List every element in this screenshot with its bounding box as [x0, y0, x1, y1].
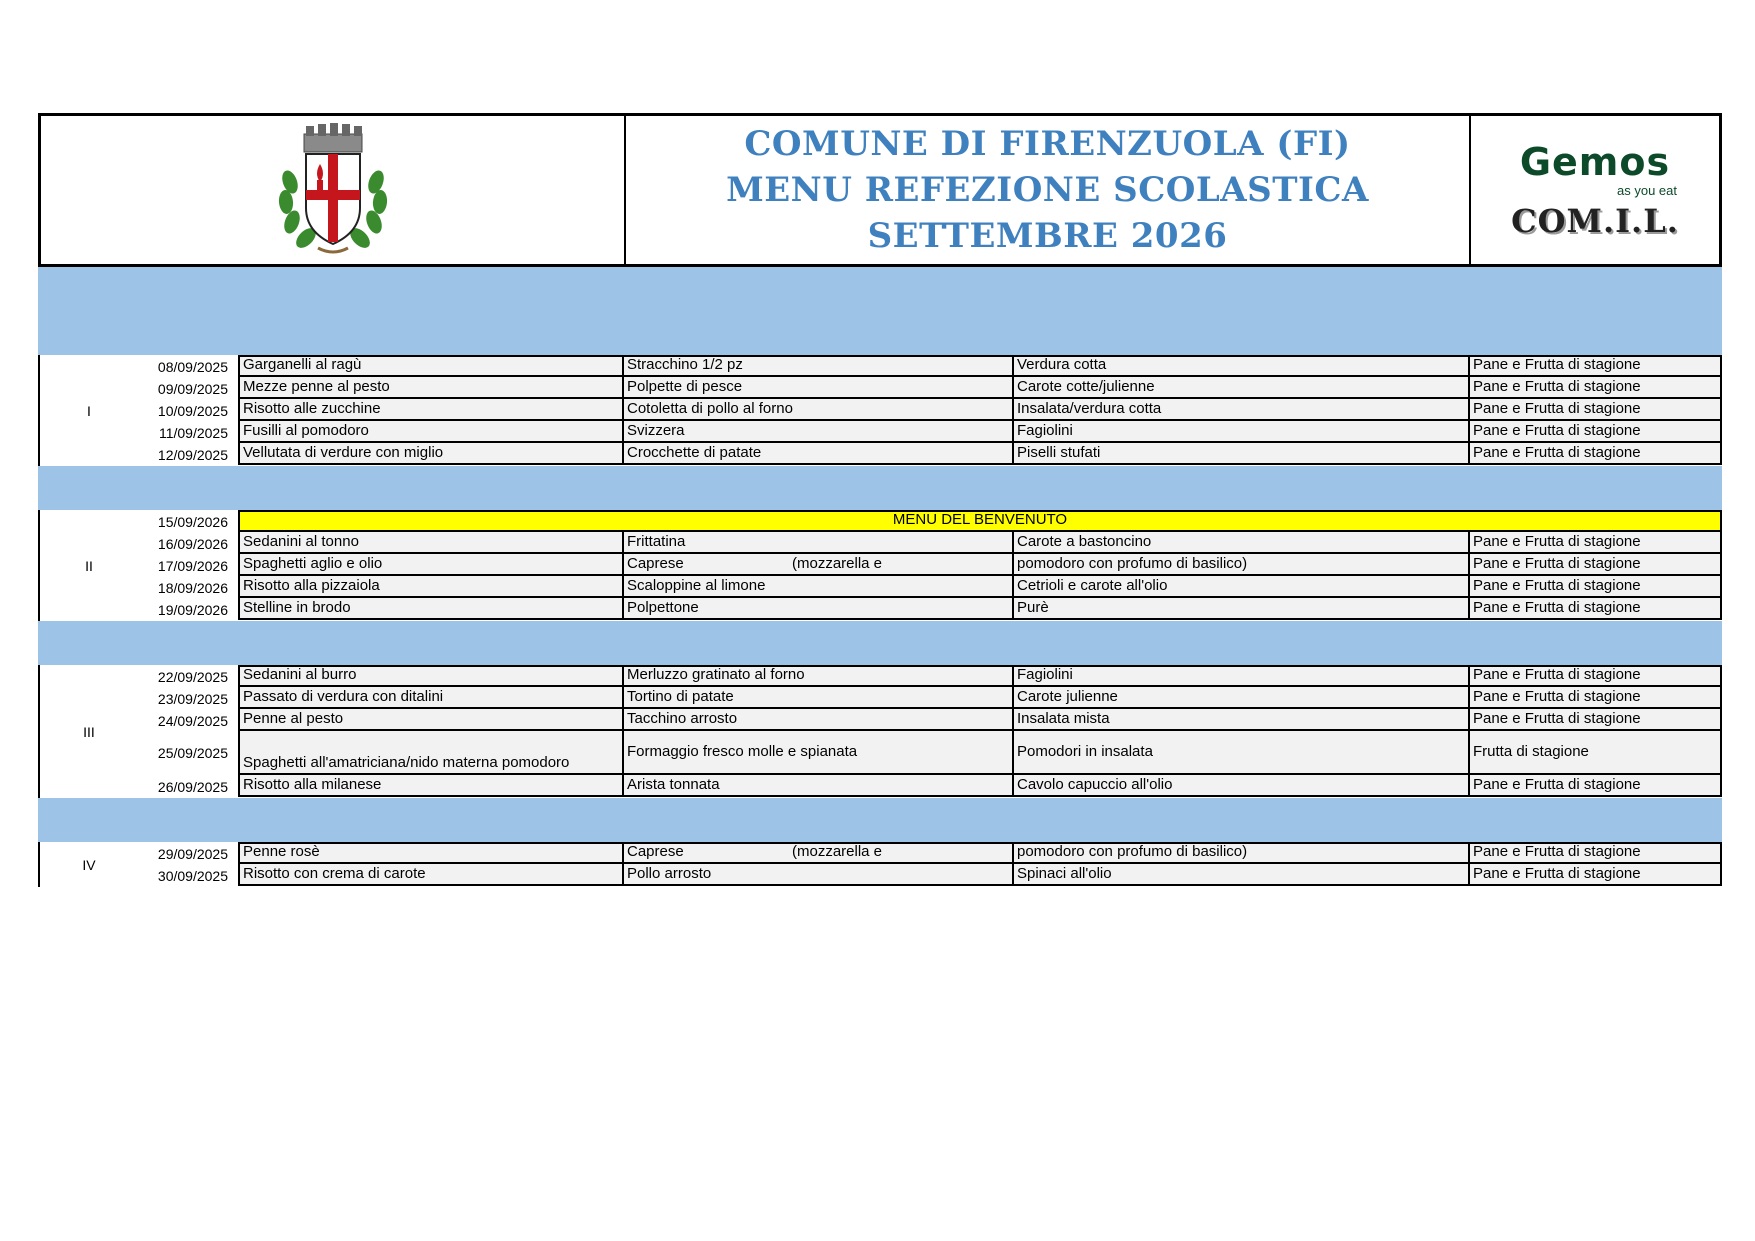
primo-cell: Vellutata di verdure con miglio	[238, 443, 624, 465]
table-row	[138, 665, 1722, 687]
blue-band-2	[38, 621, 1722, 665]
date-cell: 18/09/2026	[157, 580, 228, 596]
frutta-cell: Pane e Frutta di stagione	[1470, 532, 1722, 554]
gemos-logo: Gemos	[1519, 139, 1671, 184]
frutta-cell: Pane e Frutta di stagione	[1470, 576, 1722, 598]
secondo-cell: Svizzera	[624, 421, 1014, 443]
secondo-cell: Arista tonnata	[624, 775, 1014, 797]
date-cell: 12/09/2025	[157, 447, 228, 463]
menu-header	[38, 113, 1722, 267]
table-row	[138, 775, 1722, 797]
week-label: II	[38, 510, 138, 621]
frutta-cell: Pane e Frutta di stagione	[1470, 355, 1722, 377]
frutta-cell: Pane e Frutta di stagione	[1470, 665, 1722, 687]
week-block	[38, 355, 1722, 466]
primo-cell: Risotto con crema di carote	[238, 864, 624, 886]
frutta-cell: Pane e Frutta di stagione	[1470, 842, 1722, 864]
secondo-cell: Polpettone	[624, 598, 1014, 620]
date-cell: 10/09/2025	[157, 403, 228, 419]
frutta-cell: Pane e Frutta di stagione	[1470, 864, 1722, 886]
table-row	[138, 687, 1722, 709]
title-month: SETTEMBRE 2026	[867, 216, 1228, 256]
coat-of-arms-icon	[268, 120, 398, 260]
secondo-cell: Pollo arrosto	[624, 864, 1014, 886]
frutta-cell: Pane e Frutta di stagione	[1470, 687, 1722, 709]
contorno-cell: Purè	[1014, 598, 1470, 620]
date-cell: 15/09/2026	[157, 514, 228, 530]
table-row	[138, 399, 1722, 421]
secondo-text: Caprese	[627, 555, 684, 572]
date-cell: 26/09/2025	[157, 779, 228, 795]
contorno-cell: Insalata mista	[1014, 709, 1470, 731]
title-cell	[626, 116, 1471, 264]
primo-cell: Garganelli al ragù	[238, 355, 624, 377]
logos-cell	[1471, 116, 1719, 264]
frutta-cell: Pane e Frutta di stagione	[1470, 775, 1722, 797]
welcome-row	[138, 510, 1722, 532]
table-row	[138, 532, 1722, 554]
contorno-cell: pomodoro con profumo di basilico)	[1014, 842, 1470, 864]
primo-cell: Spaghetti aglio e olio	[238, 554, 624, 576]
contorno-cell: Fagiolini	[1014, 421, 1470, 443]
primo-cell: Risotto alle zucchine	[238, 399, 624, 421]
primo-cell: Mezze penne al pesto	[238, 377, 624, 399]
secondo-cell: Polpette di pesce	[624, 377, 1014, 399]
frutta-cell: Pane e Frutta di stagione	[1470, 709, 1722, 731]
secondo-cell: Scaloppine al limone	[624, 576, 1014, 598]
title-comune: COMUNE DI FIRENZUOLA (FI)	[744, 124, 1351, 164]
date-cell: 08/09/2025	[157, 359, 228, 375]
primo-cell: Spaghetti all'amatriciana/nido materna pomodoro	[238, 731, 624, 775]
table-row	[138, 864, 1722, 886]
contorno-cell: Carote a bastoncino	[1014, 532, 1470, 554]
secondo-cell: Frittatina	[624, 532, 1014, 554]
table-row	[138, 377, 1722, 399]
date-cell: 16/09/2026	[157, 536, 228, 552]
secondo-cell	[624, 554, 1014, 576]
contorno-cell: Spinaci all'olio	[1014, 864, 1470, 886]
blue-band-1	[38, 466, 1722, 510]
week-label: IV	[38, 842, 138, 887]
week-block	[38, 510, 1722, 621]
frutta-cell: Pane e Frutta di stagione	[1470, 377, 1722, 399]
blue-band-top	[38, 267, 1722, 355]
contorno-cell: Cetrioli e carote all'olio	[1014, 576, 1470, 598]
contorno-cell: Carote julienne	[1014, 687, 1470, 709]
secondo-note: (mozzarella e	[792, 843, 883, 860]
contorno-cell: Cavolo capuccio all'olio	[1014, 775, 1470, 797]
secondo-cell: Crocchette di patate	[624, 443, 1014, 465]
coat-of-arms-cell	[41, 116, 626, 264]
welcome-menu-banner: MENU DEL BENVENUTO	[238, 510, 1722, 532]
table-row	[138, 554, 1722, 576]
table-row	[138, 576, 1722, 598]
primo-cell: Penne al pesto	[238, 709, 624, 731]
date-cell: 22/09/2025	[157, 669, 228, 685]
contorno-cell: Piselli stufati	[1014, 443, 1470, 465]
week-label: I	[38, 355, 138, 466]
contorno-cell: pomodoro con profumo di basilico)	[1014, 554, 1470, 576]
secondo-text: Caprese	[627, 843, 684, 860]
primo-cell: Sedanini al burro	[238, 665, 624, 687]
contorno-cell: Fagiolini	[1014, 665, 1470, 687]
primo-cell: Stelline in brodo	[238, 598, 624, 620]
title-menu: MENU REFEZIONE SCOLASTICA	[726, 170, 1369, 210]
frutta-cell: Pane e Frutta di stagione	[1470, 443, 1722, 465]
date-cell: 11/09/2025	[158, 425, 228, 441]
primo-cell: Penne rosè	[238, 842, 624, 864]
secondo-cell	[624, 842, 1014, 864]
secondo-cell: Tacchino arrosto	[624, 709, 1014, 731]
secondo-cell: Cotoletta di pollo al forno	[624, 399, 1014, 421]
contorno-cell: Carote cotte/julienne	[1014, 377, 1470, 399]
date-cell: 24/09/2025	[157, 713, 228, 729]
table-row	[138, 731, 1722, 775]
date-cell: 25/09/2025	[157, 745, 228, 761]
frutta-cell: Frutta di stagione	[1470, 731, 1722, 775]
date-cell: 19/09/2026	[157, 602, 228, 618]
comil-logo: COM.I.L.	[1511, 201, 1679, 240]
date-cell: 09/09/2025	[157, 381, 228, 397]
secondo-cell: Stracchino 1/2 pz	[624, 355, 1014, 377]
frutta-cell: Pane e Frutta di stagione	[1470, 421, 1722, 443]
week-label: III	[38, 665, 138, 798]
frutta-cell: Pane e Frutta di stagione	[1470, 554, 1722, 576]
primo-cell: Fusilli al pomodoro	[238, 421, 624, 443]
secondo-cell: Tortino di patate	[624, 687, 1014, 709]
date-cell: 17/09/2026	[157, 558, 228, 574]
contorno-cell: Pomodori in insalata	[1014, 731, 1470, 775]
primo-cell: Risotto alla pizzaiola	[238, 576, 624, 598]
table-row	[138, 355, 1722, 377]
week-block	[38, 842, 1722, 887]
table-row	[138, 443, 1722, 465]
table-row	[138, 709, 1722, 731]
frutta-cell: Pane e Frutta di stagione	[1470, 399, 1722, 421]
secondo-note: (mozzarella e	[792, 555, 883, 572]
frutta-cell: Pane e Frutta di stagione	[1470, 598, 1722, 620]
blue-band-3	[38, 798, 1722, 842]
contorno-cell: Verdura cotta	[1014, 355, 1470, 377]
table-row	[138, 842, 1722, 864]
week-block	[38, 665, 1722, 798]
primo-cell: Risotto alla milanese	[238, 775, 624, 797]
contorno-cell: Insalata/verdura cotta	[1014, 399, 1470, 421]
secondo-cell: Formaggio fresco molle e spianata	[624, 731, 1014, 775]
date-cell: 29/09/2025	[157, 846, 228, 862]
table-row	[138, 598, 1722, 620]
date-cell: 30/09/2025	[157, 868, 228, 884]
primo-cell: Sedanini al tonno	[238, 532, 624, 554]
gemos-tagline: as you eat	[1617, 182, 1677, 198]
secondo-cell: Merluzzo gratinato al forno	[624, 665, 1014, 687]
date-cell: 23/09/2025	[157, 691, 228, 707]
primo-cell: Passato di verdura con ditalini	[238, 687, 624, 709]
table-row	[138, 421, 1722, 443]
